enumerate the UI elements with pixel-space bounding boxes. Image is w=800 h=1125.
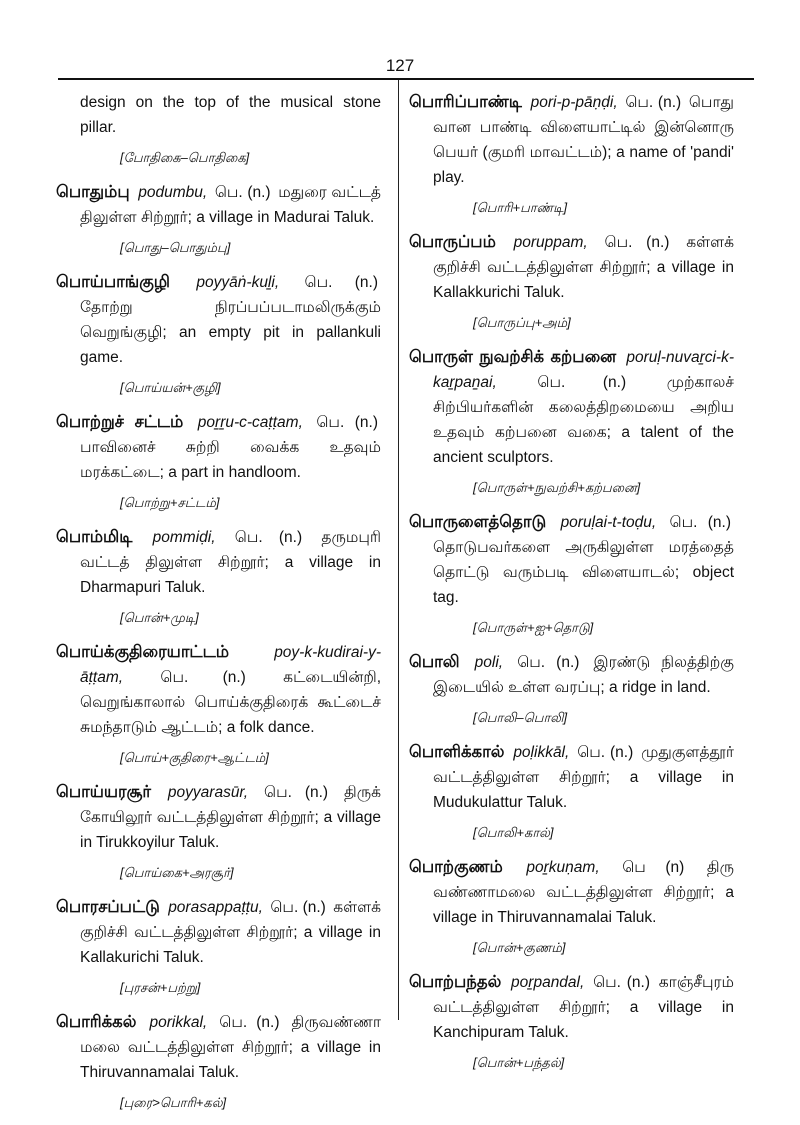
dictionary-entry	[409, 970, 734, 1073]
definition: மதுரை வட்டத் திலுள்ள சிற்றூர்; a village in Madurai Taluk.	[80, 184, 382, 226]
headword: பொளிக்கால்	[409, 743, 505, 761]
dictionary-entry	[409, 510, 734, 638]
transliteration: poṟpandal,	[511, 974, 585, 991]
headword: பொய்க்குதிரையாட்டம்	[56, 643, 229, 661]
entry-definition-line	[409, 970, 734, 1045]
dictionary-entry	[409, 650, 734, 728]
definition: கள்ளக் குறிச்சி வட்டத்திலுள்ள சிற்றூர்; a village in Kallakkurichi Taluk.	[433, 234, 735, 301]
part-of-speech: பெ. (n.)	[160, 669, 246, 686]
derivation: [பொலி+கால்]	[473, 825, 554, 840]
transliteration: porasappaṭṭu,	[168, 899, 263, 916]
part-of-speech: பெ. (n.)	[219, 1014, 280, 1031]
definition: காஞ்சீபுரம் வட்டத்திலுள்ள சிற்றூர்; a village in Kanchipuram Taluk.	[433, 974, 735, 1041]
derivation: [பொய்+குதிரை+ஆட்டம்]	[120, 750, 269, 765]
headword: பொற்பந்தல்	[409, 973, 502, 991]
definition: பொது வான பாண்டி விளையாட்டில் இன்னொரு பெயர் (குமரி மாவட்டம்); a name of 'pandi' play.	[433, 94, 734, 186]
entry-definition-line	[56, 640, 381, 740]
derivation: [பொருள்+நுவற்சி+கற்பனை]	[473, 480, 641, 495]
transliteration: poruḷai-t-toḍu,	[560, 514, 657, 531]
left-column	[56, 90, 381, 1125]
definition: பாவினைச் சுற்றி வைக்க உதவும் மரக்கட்டை; a part in handloom.	[80, 439, 381, 481]
entry-definition-line	[56, 780, 381, 855]
definition: திருவண்ணா மலை வட்டத்திலுள்ள சிற்றூர்; a village in Thiruvannamalai Taluk.	[80, 1014, 381, 1081]
dictionary-entry	[56, 1010, 381, 1113]
entry-definition-line	[56, 180, 381, 230]
transliteration: porikkal,	[149, 1014, 208, 1031]
entry-definition-line	[56, 410, 381, 485]
entry-definition-line	[409, 230, 734, 305]
derivation: [பொரி+பாண்டி]	[473, 200, 568, 215]
page-number: 127	[385, 56, 415, 75]
transliteration: poy-k-kudirai-y-āṭṭam,	[80, 644, 381, 686]
dictionary-entry	[56, 180, 381, 258]
entry-definition-line	[56, 525, 381, 600]
dictionary-entry	[56, 895, 381, 998]
entry-definition-line	[409, 90, 734, 190]
headword: பொருப்பம்	[409, 233, 496, 251]
part-of-speech: பெ (n)	[622, 859, 685, 876]
transliteration: poḷikkāl,	[513, 744, 570, 761]
derivation: [பொருள்+ஐ+தொடு]	[473, 620, 594, 635]
dictionary-entry	[56, 410, 381, 513]
headword: பொரசப்பட்டு	[56, 898, 160, 916]
transliteration: poyyarasūr,	[167, 784, 249, 801]
headword: பொய்பாங்குழி	[56, 273, 171, 291]
part-of-speech: பெ. (n.)	[234, 529, 303, 546]
definition: தோற்று நிரப்பப்படாமலிருக்கும் வெறுங்குழி; an empty pit in pallankuli game.	[80, 299, 381, 366]
definition: முற்காலச் சிற்பியர்களின் கலைத்திறமையை அறிய உதவும் கற்பனை வகை; a talent of the ancient sculptors.	[433, 374, 734, 466]
transliteration: pommiḍi,	[152, 529, 216, 546]
derivation: [புரசன்+பற்று]	[120, 980, 201, 995]
continuation-entry	[56, 90, 381, 168]
part-of-speech: பெ. (n.)	[625, 94, 682, 111]
definition: கட்டையின்றி, வெறுங்காலால் பொய்க்குதிரைக் கூட்டைச் சுமந்தாடும் ஆட்டம்; a folk dance.	[80, 669, 382, 736]
definition: தருமபுரி வட்டத் திலுள்ள சிற்றூர்; a village in Dharmapuri Taluk.	[80, 529, 382, 596]
part-of-speech: பெ. (n.)	[316, 414, 378, 431]
entry-definition-line	[56, 895, 381, 970]
derivation: [பொருப்பு+அம்]	[473, 315, 571, 330]
entry-definition-line	[409, 855, 734, 930]
definition: திரு வண்ணாமலை வட்டத்திலுள்ள சிற்றூர்; a village in Thiruvannamalai Taluk.	[433, 859, 734, 926]
headword: பொரிப்பாண்டி	[409, 93, 522, 111]
derivation: [பொய்யன்+குழி]	[120, 380, 221, 395]
part-of-speech: பெ. (n.)	[604, 234, 670, 251]
dictionary-entry	[409, 855, 734, 958]
part-of-speech: பெ. (n.)	[537, 374, 627, 391]
continuation-text: design on the top of the musical stone pillar.	[80, 94, 381, 136]
derivation: [பொற்று+சட்டம்]	[120, 495, 220, 510]
headword: பொரிக்கல்	[56, 1013, 137, 1031]
derivation: [பொன்+முடி]	[120, 610, 199, 625]
derivation: [பொது–பொதும்பு]	[120, 240, 231, 255]
headword: பொருள் நுவற்சிக் கற்பனை	[409, 348, 617, 366]
dictionary-entry	[56, 780, 381, 883]
transliteration: poyyāṅ-kuḻi,	[196, 274, 280, 291]
part-of-speech: பெ. (n.)	[593, 974, 650, 991]
part-of-speech: பெ. (n.)	[264, 784, 329, 801]
headword: பொருளைத்தொடு	[409, 513, 547, 531]
transliteration: podumbu,	[138, 184, 208, 201]
entry-definition-line	[409, 510, 734, 610]
definition: முதுகுளத்தூர் வட்டத்திலுள்ள சிற்றூர்; a village in Mudukulattur Taluk.	[433, 744, 734, 811]
left-entries	[56, 180, 381, 1113]
part-of-speech: பெ. (n.)	[517, 654, 580, 671]
headword: பொதும்பு	[56, 183, 130, 201]
part-of-speech: பெ. (n.)	[304, 274, 379, 291]
right-entries	[409, 90, 734, 1073]
derivation: [பொன்+பந்தல்]	[473, 1055, 565, 1070]
derivation: [பொலி–பொலி]	[473, 710, 568, 725]
definition: கள்ளக் குறிச்சி வட்டத்திலுள்ள சிற்றூர்; a village in Kallakurichi Taluk.	[80, 899, 382, 966]
entry-definition-line	[409, 740, 734, 815]
dictionary-entry	[409, 345, 734, 498]
entry-definition-line	[409, 650, 734, 700]
derivation: [பொன்+குணம்]	[473, 940, 566, 955]
part-of-speech: பெ. (n.)	[669, 514, 732, 531]
transliteration: poruḷ-nuvaṟci-k-kaṟpaṉai,	[433, 349, 734, 391]
transliteration: pori-p-pāṇḍi,	[530, 94, 618, 111]
derivation: [புரை>பொரி+கல்]	[120, 1095, 227, 1110]
dictionary-entry	[56, 640, 381, 768]
header-rule	[58, 78, 754, 80]
definition: தொடுபவர்களை அருகிலுள்ள மரத்தைத் தொட்டு வரும்படி விளையாடல்; object tag.	[433, 539, 734, 606]
entry-definition-line	[56, 1010, 381, 1085]
part-of-speech: பெ. (n.)	[270, 899, 326, 916]
headword: பொற்குணம்	[409, 858, 503, 876]
transliteration: poli,	[474, 654, 504, 671]
definition: இரண்டு நிலத்திற்கு இடையில் உள்ள வரப்பு; a ridge in land.	[433, 654, 734, 696]
dictionary-entry	[56, 270, 381, 398]
transliteration: poruppam,	[513, 234, 588, 251]
dictionary-entry	[409, 230, 734, 333]
entry-definition-line	[409, 345, 734, 470]
definition: திருக் கோயிலூர் வட்டத்திலுள்ள சிற்றூர்; a village in Tirukkoyilur Taluk.	[80, 784, 382, 851]
transliteration: poṟṟu-c-caṭṭam,	[197, 414, 303, 431]
part-of-speech: பெ. (n.)	[577, 744, 634, 761]
part-of-speech: பெ. (n.)	[214, 184, 271, 201]
transliteration: poṟkuṇam,	[526, 859, 600, 876]
headword: பொம்மிடி	[56, 528, 133, 546]
derivation: [பொய்கை+அரசூர்]	[120, 865, 234, 880]
headword: பொலி	[409, 653, 460, 671]
column-divider	[398, 80, 399, 1020]
derivation: [போதிகை–பொதிகை]	[120, 150, 250, 165]
right-column	[409, 90, 734, 1085]
dictionary-entry	[56, 525, 381, 628]
entry-definition-line	[56, 270, 381, 370]
dictionary-entry	[409, 90, 734, 218]
headword: பொய்யரசூர்	[56, 783, 151, 801]
headword: பொற்றுச் சட்டம்	[56, 413, 184, 431]
dictionary-entry	[409, 740, 734, 843]
